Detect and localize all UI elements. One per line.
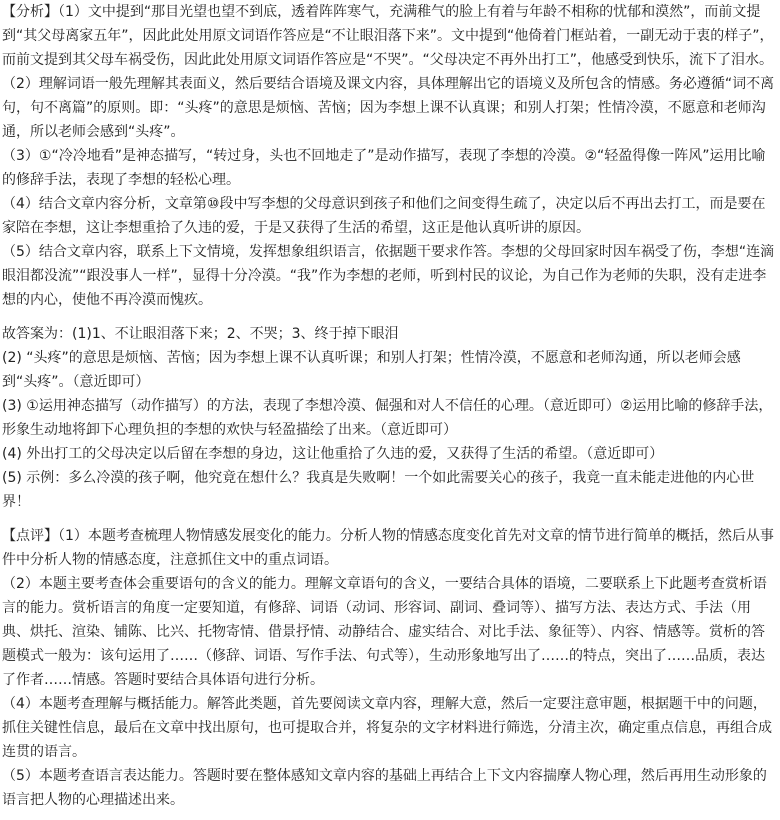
section-spacer (2, 514, 776, 524)
review-paragraph-4: （5）本题考查语言表达能力。答题时要在整体感知文章内容的基础上再结合上下文内容揣摩人物心理，然后再用生动形象的语言把人物的心理描述出来。 (2, 768, 767, 808)
review-section (2, 524, 776, 812)
answer-paragraph-5: (5) 示例：多么冷漠的孩子啊，他究竟在想什么？我真是失败啊！一个如此需要关心的孩子，我竟一直未能走进他的内心世界！ (2, 470, 755, 510)
review-paragraph-3: （4）本题考查理解与概括能力。解答此类题，首先要阅读文章内容，理解大意，然后一定要注意审题，根据题干中的问题，抓住关键性信息，最后在文章中找出原句，也可提取合并，将复杂的文字材料进行筛选，分清主次，确定重点信息，再组合成连贯的语言。 (2, 696, 772, 760)
answer-paragraph-1: 故答案为：(1)1、不让眼泪落下来；2、不哭；3、终于掉下眼泪 (2, 326, 399, 342)
review-paragraph-1: 【点评】（1）本题考查梳理人物情感发展变化的能力。分析人物的情感态度变化首先对文章的情节进行简单的概括，然后从事件中分析人物的情感态度，注意抓住文中的重点词语。 (2, 528, 774, 568)
answer-paragraph-4: (4) 外出打工的父母决定以后留在李想的身边，这让他重拾了久违的爱，又获得了生活的希望。（意近即可） (2, 446, 664, 462)
analysis-paragraph-4: （4）结合文章内容分析，文章第⑩段中写李想的父母意识到孩子和他们之间变得生疏了，决定以后不再出去打工，而是要在家陪在李想，这让李想重拾了久违的爱，于是又获得了生活的希望，这正是他认真听讲的原因。 (2, 196, 766, 236)
analysis-paragraph-3: （3）①“冷冷地看”是神态描写，“转过身，头也不回地走了”是动作描写，表现了李想的冷漠。②“轻盈得像一阵风”运用比喻的修辞手法，表现了李想的轻松心理。 (2, 148, 766, 188)
analysis-section (2, 0, 776, 312)
answer-paragraph-2: (2) “头疼”的意思是烦恼、苦恼；因为李想上课不认真听课；和别人打架；性情冷漠，不愿意和老师沟通，所以老师会感到“头疼”。（意近即可） (2, 350, 741, 390)
analysis-paragraph-1: 【分析】（1）文中提到“那目光望也望不到底，透着阵阵寒气，充满稚气的脸上有着与年龄不相称的忧郁和漠然”，而前文提到“其父母离家五年”，因此此处用原文词语作答应是“不让眼泪落下来”。文中提到“他倚着门框站着，一副无动于衷的样子”，而前文提到其父母车祸受伤，因此此处用原文词语作答应是“不哭”。“父母决定不再外出打工”，他感受到快乐，流下了泪水。 (2, 4, 774, 68)
analysis-paragraph-5: （5）结合文章内容，联系上下文情境，发挥想象组织语言，依据题干要求作答。李想的父母回家时因车祸受了伤，李想“连滴眼泪都没流”“跟没事人一样”，显得十分冷漠。“我”作为李想的老师，听到村民的议论，为自己作为老师的失职，没有走进李想的内心，使他不再冷漠而愧疚。 (2, 244, 775, 308)
review-paragraph-2: （2）本题主要考查体会重要语句的含义的能力。理解文章语句的含义，一要结合具体的语境，二要联系上下此题考查赏析语言的能力。赏析语言的角度一定要知道，有修辞、词语（动词、形容词、副词、叠词等）、描写方法、表达方式、手法（用典、烘托、渲染、铺陈、比兴、托物寄情、借景抒情、动静结合、虚实结合、对比手法、象征等）、内容、情感等。赏析的答题模式一般为：该句运用了……（修辞、词语、写作手法、句式等），生动形象地写出了……的特点，突出了……品质，表达了作者……情感。答题时要结合具体语句进行分析。 (2, 576, 767, 688)
answer-paragraph-3: (3) ①运用神态描写（动作描写）的方法，表现了李想冷漠、倔强和对人不信任的心理。（意近即可）②运用比喻的修辞手法，形象生动地将卸下心理负担的李想的欢快与轻盈描绘了出来。（意近即可） (2, 398, 773, 438)
section-spacer (2, 312, 776, 322)
analysis-paragraph-2: （2）理解词语一般先理解其表面义，然后要结合语境及课文内容，具体理解出它的语境义及所包含的情感。务必遵循“词不离句，句不离篇”的原则。即：“头疼”的意思是烦恼、苦恼；因为李想上课不认真课；和别人打架；性情冷漠，不愿意和老师沟通，所以老师会感到“头疼”。 (2, 76, 775, 140)
answer-section (2, 322, 776, 514)
